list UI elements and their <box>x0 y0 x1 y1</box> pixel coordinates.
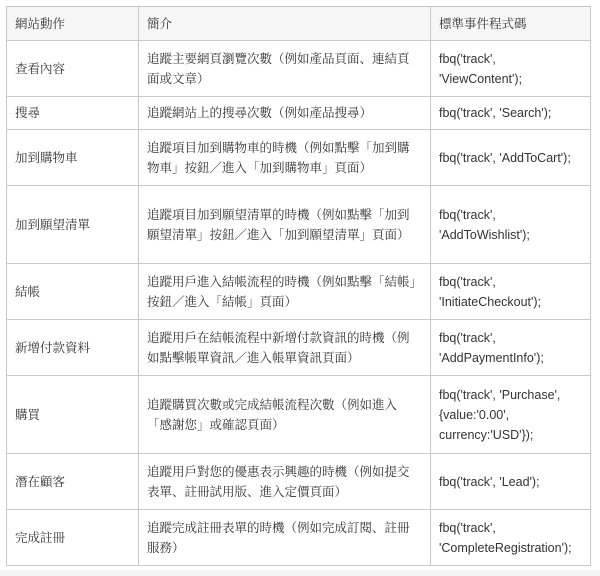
header-action: 網站動作 <box>7 7 139 41</box>
table-row <box>7 130 591 186</box>
code-cell: fbq('track', 'AddPaymentInfo'); <box>431 320 591 376</box>
code-cell: fbq('track', 'AddToWishlist'); <box>431 186 591 264</box>
table-row <box>7 186 591 264</box>
table-row <box>7 320 591 376</box>
header-code: 標準事件程式碼 <box>431 7 591 41</box>
code-cell: fbq('track', 'CompleteRegistration'); <box>431 510 591 566</box>
description-cell: 追蹤完成註冊表單的時機（例如完成訂閱、註冊服務） <box>139 510 431 566</box>
action-cell: 查看內容 <box>7 41 139 97</box>
description-cell: 追蹤購買次數或完成結帳流程次數（例如進入「感謝您」或確認頁面） <box>139 376 431 454</box>
action-cell: 搜尋 <box>7 97 139 130</box>
events-table <box>6 6 591 566</box>
table-row <box>7 510 591 566</box>
table-row <box>7 97 591 130</box>
header-row <box>7 7 591 41</box>
code-cell: fbq('track', 'AddToCart'); <box>431 130 591 186</box>
description-cell: 追蹤網站上的搜尋次數（例如產品搜尋） <box>139 97 431 130</box>
action-cell: 完成註冊 <box>7 510 139 566</box>
bottom-strip <box>0 570 600 576</box>
description-cell: 追蹤用戶對您的優惠表示興趣的時機（例如提交表單、註冊試用版、進入定價頁面） <box>139 454 431 510</box>
table-row <box>7 264 591 320</box>
description-cell: 追蹤項目加到願望清單的時機（例如點擊「加到願望清單」按鈕／進入「加到願望清單」頁面） <box>139 186 431 264</box>
description-cell: 追蹤主要網頁瀏覽次數（例如產品頁面、連結頁面或文章） <box>139 41 431 97</box>
code-cell: fbq('track', 'Lead'); <box>431 454 591 510</box>
action-cell: 加到購物車 <box>7 130 139 186</box>
code-cell: fbq('track', 'Purchase', {value:'0.00', currency:'USD'}); <box>431 376 591 454</box>
description-cell: 追蹤用戶在結帳流程中新增付款資訊的時機（例如點擊帳單資訊／進入帳單資訊頁面） <box>139 320 431 376</box>
description-cell: 追蹤項目加到購物車的時機（例如點擊「加到購物車」按鈕／進入「加到購物車」頁面） <box>139 130 431 186</box>
table-row <box>7 376 591 454</box>
action-cell: 結帳 <box>7 264 139 320</box>
code-cell: fbq('track', 'Search'); <box>431 97 591 130</box>
action-cell: 加到願望清單 <box>7 186 139 264</box>
header-description: 簡介 <box>139 7 431 41</box>
table-row <box>7 454 591 510</box>
action-cell: 購買 <box>7 376 139 454</box>
action-cell: 新增付款資料 <box>7 320 139 376</box>
action-cell: 潛在顧客 <box>7 454 139 510</box>
code-cell: fbq('track', 'InitiateCheckout'); <box>431 264 591 320</box>
description-cell: 追蹤用戶進入結帳流程的時機（例如點擊「結帳」按鈕／進入「結帳」頁面） <box>139 264 431 320</box>
code-cell: fbq('track', 'ViewContent'); <box>431 41 591 97</box>
table-row <box>7 41 591 97</box>
